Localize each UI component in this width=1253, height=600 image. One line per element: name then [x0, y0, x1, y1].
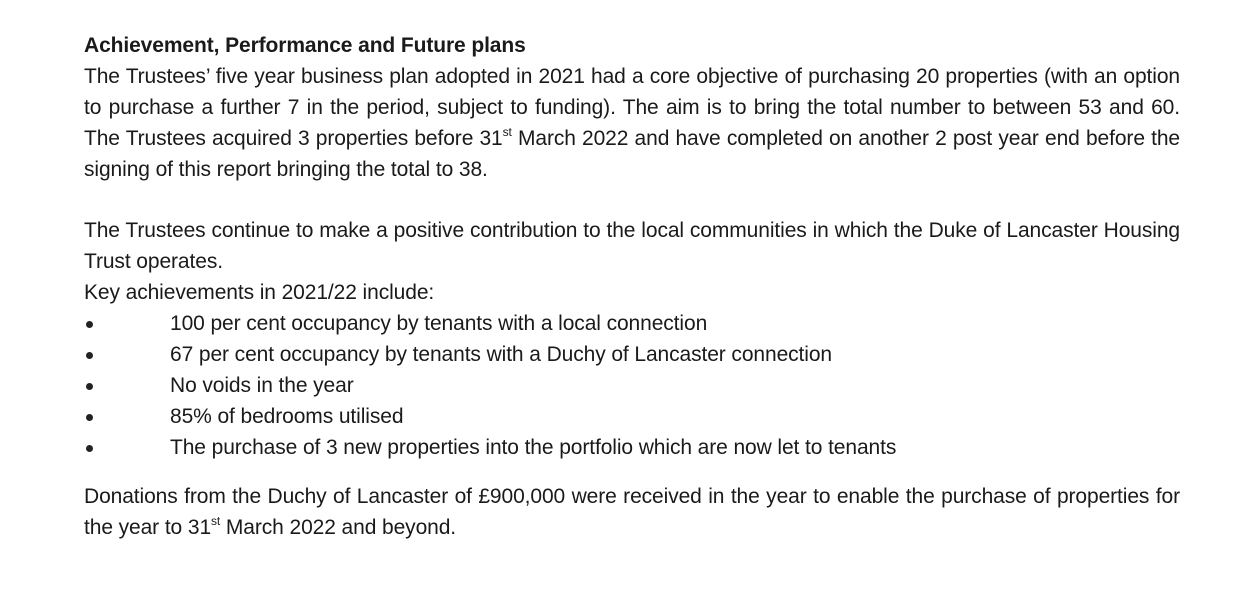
bullet-icon	[86, 321, 93, 328]
list-item	[84, 370, 1180, 401]
donations-text-1: Donations from the Duchy of Lancaster of £900,000 were received in the year to enable the purchase of properties for the year to 31	[84, 485, 1180, 539]
bullet-icon	[86, 445, 93, 452]
donations-paragraph	[84, 481, 1180, 543]
bullet-icon	[86, 352, 93, 359]
bullet-icon	[86, 383, 93, 390]
ordinal-superscript: st	[502, 125, 512, 139]
list-item	[84, 432, 1180, 463]
ordinal-superscript: st	[211, 514, 221, 528]
document-page	[84, 30, 1180, 543]
list-item-text: 67 per cent occupancy by tenants with a Duchy of Lancaster connection	[170, 343, 833, 366]
list-item-text: 100 per cent occupancy by tenants with a local connection	[170, 312, 708, 335]
business-plan-text-2: March 2022 and have completed on another 2 post year end before the signing of this report bringing the total to 38.	[84, 127, 1180, 181]
paragraph-spacer	[84, 463, 1180, 481]
donations-text-2: March 2022 and beyond.	[220, 516, 457, 539]
business-plan-text-1: The Trustees’ five year business plan adopted in 2021 had a core objective of purchasing 20 properties (with an option to purchase a further 7 in the period, subject to funding). The aim is to bring the total number to between 53 and 60. The Trustees acquired 3 properties before 31	[84, 65, 1180, 150]
list-item	[84, 308, 1180, 339]
list-item	[84, 401, 1180, 432]
paragraph-spacer	[84, 185, 1180, 215]
list-item-text: No voids in the year	[170, 374, 354, 397]
business-plan-paragraph	[84, 61, 1180, 185]
achievements-list	[84, 308, 1180, 463]
bullet-icon	[86, 414, 93, 421]
list-item-text: 85% of bedrooms utilised	[170, 405, 404, 428]
list-item-text: The purchase of 3 new properties into the portfolio which are now let to tenants	[170, 436, 897, 459]
section-heading: Achievement, Performance and Future plans	[84, 34, 526, 57]
key-achievements-intro: Key achievements in 2021/22 include:	[84, 281, 435, 304]
list-item	[84, 339, 1180, 370]
community-paragraph: The Trustees continue to make a positive contribution to the local communities in which the Duke of Lancaster Housing Trust operates.	[84, 219, 1180, 273]
